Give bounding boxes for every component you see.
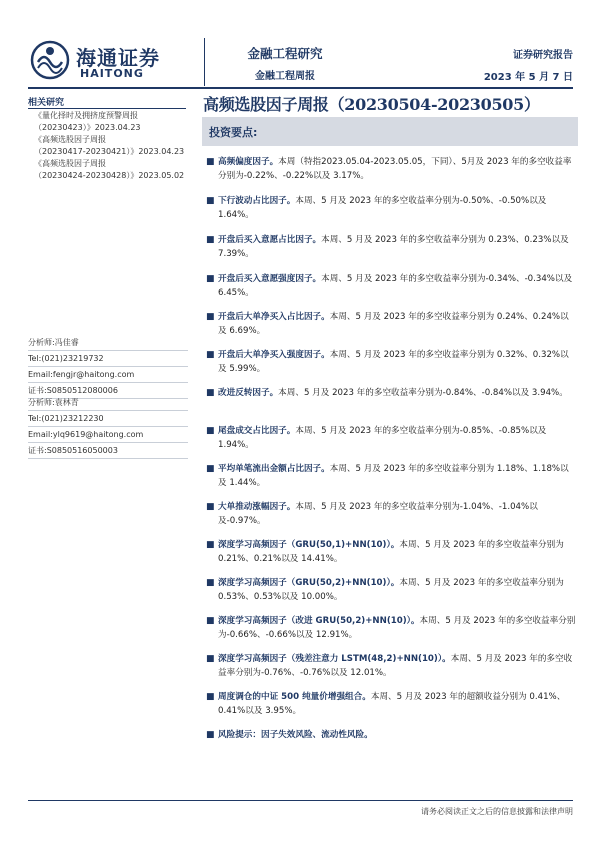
- item-head: 开盘后大单净买入强度因子。: [218, 350, 330, 360]
- item-body: 本周、5 月及 2023 年的多空收益率分别为-0.76%、-0.76%以及 12.01%。: [218, 654, 573, 678]
- list-item: [204, 577, 576, 615]
- list-item: [204, 273, 576, 311]
- bullet-icon: ■: [206, 692, 215, 702]
- related-research-title: 相关研究: [28, 98, 65, 108]
- report-date: 2023 年 5 月 7 日: [483, 72, 573, 83]
- section-title: 金融工程研究: [247, 46, 323, 61]
- report-title: 高频选股因子周报（20230504-20230505）: [203, 95, 540, 114]
- key-points-band: [202, 117, 578, 146]
- related-line: （20230423）》2023.04.23: [34, 123, 141, 132]
- item-body: 本周、5 月及 2023 年的多空收益率分别为 0.23%、0.23%以及 7.39%。: [218, 235, 569, 259]
- list-item: [204, 387, 576, 425]
- bullet-icon: ■: [206, 235, 215, 245]
- item-body: 本周、5 月及 2023 年的多空收益率分别为 0.24%、0.24%以及 6.69%。: [218, 312, 569, 336]
- analyst-tel: Tel:(021)23219732: [28, 351, 188, 367]
- bullet-icon: ■: [206, 312, 215, 322]
- related-line: （20230417-20230421）》2023.04.23: [34, 147, 185, 156]
- list-item: [204, 691, 576, 729]
- analyst-cert: 证书:S0850512080006: [28, 383, 188, 399]
- item-head: 深度学习高频因子（残差注意力 LSTM(48,2)+NN(10)）。: [218, 654, 451, 664]
- item-head: 下行波动占比因子。: [218, 196, 296, 206]
- analyst-name: 分析师:袁林青: [28, 395, 188, 411]
- logo-english: HAITONG: [80, 67, 144, 80]
- item-body: 本周、5 月及 2023 年的多空收益率分别为-0.50%、-0.50%以及 1.64%。: [218, 196, 547, 220]
- list-item: [204, 653, 576, 691]
- item-body: 本周、5 月及 2023 年的超额收益分别为 0.41%、0.41%以及 3.95%。: [218, 692, 566, 716]
- item-head: 开盘后买入意愿占比因子。: [218, 235, 322, 245]
- bullet-icon: ■: [206, 388, 215, 398]
- item-head: 高频偏度因子。: [218, 157, 279, 167]
- item-head: 平均单笔流出金额占比因子。: [218, 464, 330, 474]
- item-head: 开盘后买入意愿强度因子。: [218, 274, 322, 284]
- bullet-icon: ■: [206, 464, 215, 474]
- key-points-label: 投资要点:: [209, 126, 258, 139]
- item-body: 本周、5 月及 2023 年的多空收益率分别为 0.53%、0.53%以及 10.00%。: [218, 578, 564, 602]
- list-item: [204, 539, 576, 577]
- analyst-tel: Tel:(021)23212230: [28, 411, 188, 427]
- bullet-icon: ■: [206, 540, 215, 550]
- list-item: [204, 425, 576, 463]
- item-head: 深度学习高频因子（GRU(50,1)+NN(10)）。: [218, 540, 400, 550]
- bullet-icon: ■: [206, 578, 215, 588]
- related-line: 《高频选股因子周报: [34, 135, 106, 144]
- item-head: 深度学习高频因子（GRU(50,2)+NN(10)）。: [218, 578, 400, 588]
- related-line: （20230424-20230428）》2023.05.02: [34, 171, 185, 180]
- item-body: 本周、5 月及 2023 年的多空收益率分别为 0.21%、0.21%以及 14.41%。: [218, 540, 564, 564]
- header-rule: [28, 87, 573, 89]
- item-body: 本周（特指2023.05.04-2023.05.05，下同）、5月及 2023 年的多空收益率分别为-0.22%、-0.22%以及 3.17%。: [218, 157, 572, 181]
- item-body: 本周、5 月及 2023 年的多空收益率分别为-1.04%、-1.04%以及-0.97%。: [218, 502, 538, 526]
- item-head: 尾盘成交占比因子。: [218, 426, 296, 436]
- bullet-icon: ■: [206, 730, 215, 740]
- item-body: 本周、5 月及 2023 年的多空收益率分别为-0.85%、-0.85%以及 1.94%。: [218, 426, 547, 450]
- risk-warning: 风险提示：因子失效风险、流动性风险。: [218, 730, 373, 740]
- haitong-emblem-icon: [30, 40, 70, 80]
- haitong-logo: [30, 40, 190, 82]
- report-type: 证券研究报告: [513, 50, 573, 61]
- related-research-list: [34, 110, 194, 182]
- bullet-icon: ■: [206, 157, 215, 167]
- analyst-email[interactable]: Email:fengjr@haitong.com: [28, 367, 188, 383]
- analyst-block-1: [28, 335, 188, 399]
- footer-rule: [28, 800, 573, 801]
- bullet-icon: ■: [206, 426, 215, 436]
- item-body: 本周、5 月及 2023 年的多空收益率分别为 1.18%、1.18%以及 1.44%。: [218, 464, 569, 488]
- footer-disclaimer: 请务必阅读正文之后的信息披露和法律声明: [421, 807, 573, 816]
- key-points-list: [204, 156, 576, 749]
- subsection-title: 金融工程周报: [255, 71, 315, 82]
- list-item: [204, 234, 576, 273]
- list-item: [204, 615, 576, 653]
- list-item: [204, 349, 576, 387]
- list-item: [204, 463, 576, 501]
- bullet-icon: ■: [206, 654, 215, 664]
- analyst-name: 分析师:冯佳睿: [28, 335, 188, 351]
- item-body: 本周、5 月及 2023 年的多空收益率分别为-0.84%、-0.84%以及 3.94%。: [278, 388, 568, 398]
- item-body: 本周、5 月及 2023 年的多空收益率分别为-0.66%、-0.66%以及 12.91%。: [218, 616, 576, 640]
- item-head: 开盘后大单净买入占比因子。: [218, 312, 330, 322]
- related-research-rule: [28, 108, 186, 109]
- analyst-email[interactable]: Email:ylq9619@haitong.com: [28, 427, 188, 443]
- list-item: [204, 156, 576, 195]
- item-body: 本周、5 月及 2023 年的多空收益率分别为 0.32%、0.32%以及 5.99%。: [218, 350, 569, 374]
- related-line: 《量化择时及拥挤度预警周报: [34, 111, 138, 120]
- list-item: [204, 501, 576, 539]
- item-head: 改进反转因子。: [218, 388, 279, 398]
- item-body: 本周、5 月及 2023 年的多空收益率分别为-0.34%、-0.34%以及 6.45%。: [218, 274, 573, 298]
- analyst-block-2: [28, 395, 188, 459]
- related-line: 《高频选股因子周报: [34, 159, 106, 168]
- bullet-icon: ■: [206, 616, 215, 626]
- bullet-icon: ■: [206, 274, 215, 284]
- bullet-icon: ■: [206, 502, 215, 512]
- list-item: [204, 195, 576, 234]
- item-head: 大单推动涨幅因子。: [218, 502, 296, 512]
- item-head: 周度调仓的中证 500 纯量价增强组合。: [218, 692, 371, 702]
- bullet-icon: ■: [206, 350, 215, 360]
- list-item: [204, 311, 576, 349]
- logo-chinese: 海通证券: [76, 46, 160, 70]
- bullet-icon: ■: [206, 196, 215, 206]
- item-head: 深度学习高频因子（改进 GRU(50,2)+NN(10)）。: [218, 616, 420, 626]
- list-item: [204, 729, 576, 749]
- analyst-cert: 证书:S0850516050003: [28, 443, 188, 459]
